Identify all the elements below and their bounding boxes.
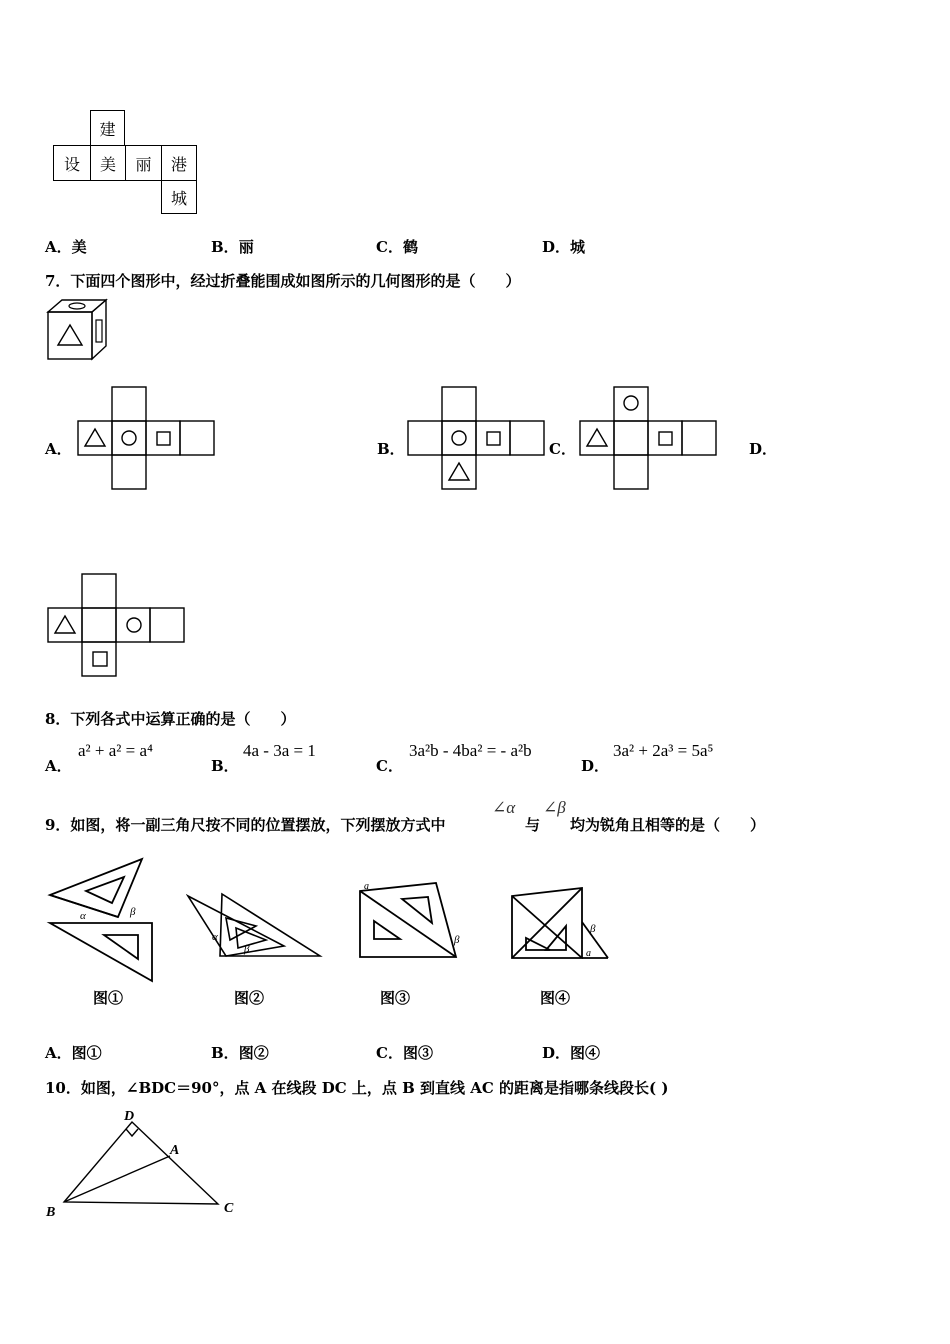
q10-stem: 10．如图，∠BDC＝90°，点 A 在线段 DC 上，点 B 到直线 AC 的距离是指哪条线段长( ): [45, 1079, 669, 1097]
net-cell-top: 建: [90, 110, 125, 146]
q7-option-b-label[interactable]: B．: [377, 440, 405, 458]
q6-option-b[interactable]: B．丽: [211, 238, 254, 256]
q10-point-c: C: [224, 1201, 234, 1216]
q9-fig2-beta: β: [244, 943, 250, 955]
q8-option-c-expr: 3a²b - 4ba² = - a²b: [409, 741, 532, 760]
q9-option-a[interactable]: A．图①: [45, 1044, 102, 1062]
q9-angle-alpha: ∠α: [492, 798, 516, 817]
q9-option-d[interactable]: D．图④: [542, 1044, 601, 1062]
q8-option-d-label[interactable]: D．: [581, 757, 610, 775]
q9-figure-2: [186, 890, 326, 962]
q7-option-d-label[interactable]: D．: [749, 440, 778, 458]
q8-stem: 8．下列各式中运算正确的是（ ）: [45, 710, 296, 728]
q9-fig3-a: a: [364, 881, 369, 892]
q9-fig2-alpha: α: [212, 931, 218, 943]
q9-figure-1: [46, 855, 158, 985]
net-cell-3: 丽: [125, 145, 162, 181]
q9-fig3-beta: β: [454, 934, 460, 946]
q9-fig1-beta: β: [130, 906, 136, 918]
q10-point-d: D: [124, 1109, 135, 1124]
q6-option-a[interactable]: A．美: [45, 238, 87, 256]
q7-stem: 7．下面四个图形中，经过折叠能围成如图所示的几何图形的是（ ）: [45, 272, 521, 290]
net-cell-2: 美: [90, 145, 126, 181]
q10-point-b: B: [46, 1205, 56, 1220]
q8-option-a-label[interactable]: A．: [45, 757, 72, 775]
net-cell-4: 港: [161, 145, 197, 181]
q9-stem-part3: 均为锐角且相等的是（ ）: [570, 816, 766, 834]
q7-option-b-net[interactable]: [407, 386, 549, 492]
q9-angle-beta: ∠β: [543, 798, 566, 817]
q9-figure-4: [506, 882, 614, 962]
q7-option-c-label[interactable]: C．: [549, 440, 576, 458]
q6-option-c[interactable]: C．鹤: [376, 238, 418, 256]
q7-option-c-net[interactable]: [579, 386, 721, 492]
q9-figure-label-1: 图①: [93, 989, 124, 1007]
q9-figure-label-3: 图③: [380, 989, 411, 1007]
q9-figure-label-2: 图②: [234, 989, 265, 1007]
q8-option-a-expr: a² + a² = a⁴: [78, 741, 153, 760]
q9-option-c[interactable]: C．图③: [376, 1044, 433, 1062]
q6-option-d[interactable]: D．城: [542, 238, 586, 256]
q10-point-a: A: [170, 1143, 180, 1158]
net-cell-bottom: 城: [161, 180, 197, 214]
q7-cube-figure: [46, 298, 108, 362]
q9-fig4-a: a: [586, 948, 591, 959]
q9-fig4-beta: β: [590, 923, 596, 935]
q8-option-b-label[interactable]: B．: [211, 757, 239, 775]
q9-stem-part1: 9．如图，将一副三角尺按不同的位置摆放，下列摆放方式中: [45, 816, 446, 834]
q7-option-a-label[interactable]: A．: [45, 440, 72, 458]
q8-option-d-expr: 3a² + 2a³ = 5a⁵: [613, 741, 714, 760]
net-cell-1: 设: [53, 145, 91, 181]
q7-option-a-net[interactable]: [77, 386, 219, 492]
q7-option-d-net[interactable]: [47, 572, 189, 680]
q9-figure-3: [356, 877, 468, 961]
q9-figure-label-4: 图④: [540, 989, 571, 1007]
q8-option-c-label[interactable]: C．: [376, 757, 403, 775]
q9-option-b[interactable]: B．图②: [211, 1044, 269, 1062]
q10-triangle-figure: [40, 1104, 250, 1220]
q9-stem-part2: 与: [525, 816, 541, 834]
q8-option-b-expr: 4a - 3a = 1: [243, 741, 316, 760]
q9-fig1-alpha: α: [80, 910, 86, 922]
